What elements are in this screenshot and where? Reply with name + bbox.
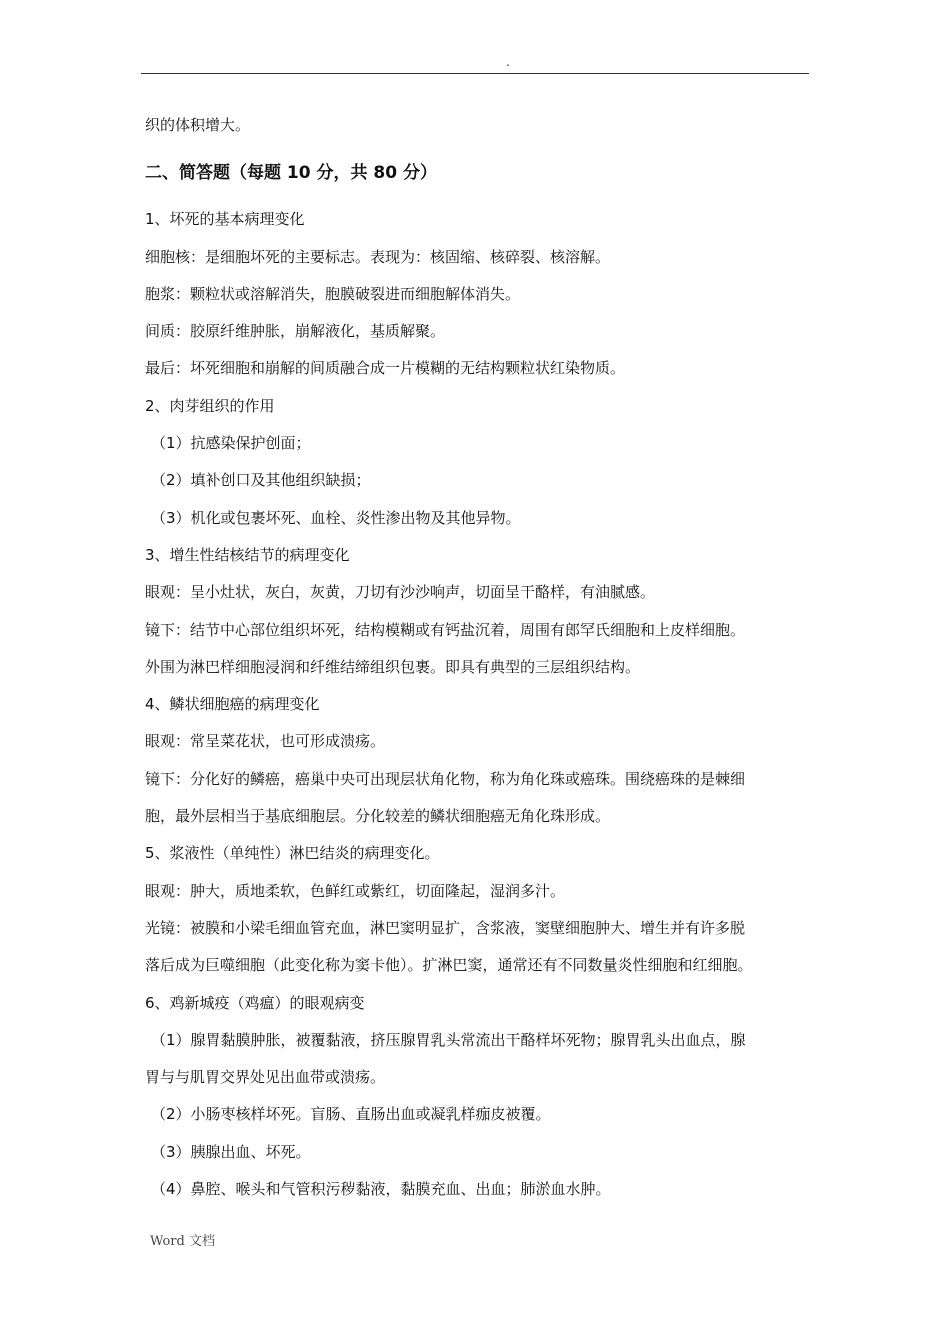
answer-line: 胞浆：颗粒状或溶解消失，胞膜破裂进而细胞解体消失。 xyxy=(145,284,521,303)
answer-line: 镜下：分化好的鳞癌，癌巢中央可出现层状角化物，称为角化珠或癌珠。围绕癌珠的是棘细 xyxy=(145,769,746,788)
list-item: （4）鼻腔、喉头和气管积污秽黏液，黏膜充血、出血；肺淤血水肿。 xyxy=(151,1180,611,1199)
list-item: （3）机化或包裹坏死、血栓、炎性渗出物及其他异物。 xyxy=(151,508,521,527)
answer-line: 落后成为巨噬细胞（此变化称为窦卡他）。扩淋巴窦，通常还有不同数量炎性细胞和红细胞。 xyxy=(145,956,753,975)
answer-line: 眼观：肿大，质地柔软，色鲜红或紫红，切面隆起，湿润多汁。 xyxy=(145,881,566,900)
answer-line: 镜下：结节中心部位组织坏死，结构模糊或有钙盐沉着，周围有郎罕氏细胞和上皮样细胞。 xyxy=(145,620,746,639)
answer-line: 光镜：被膜和小梁毛细血管充血，淋巴窦明显扩，含浆液，窦壁细胞肿大、增生并有许多脱 xyxy=(145,918,746,937)
question-title: 5、浆液性（单纯性）淋巴结炎的病理变化。 xyxy=(145,844,440,863)
answer-line: 眼观：呈小灶状，灰白，灰黄，刀切有沙沙响声，切面呈干酪样，有油腻感。 xyxy=(145,583,656,602)
answer-line: 眼观：常呈菜花状，也可形成溃疡。 xyxy=(145,732,386,751)
answer-line: 细胞核：是细胞坏死的主要标志。表现为：核固缩、核碎裂、核溶解。 xyxy=(145,247,611,266)
footer-label: Word 文档 xyxy=(150,1234,215,1249)
answer-line: 间质：胶原纤维肿胀，崩解液化，基质解聚。 xyxy=(145,322,446,341)
section-heading: 二、简答题（每题 10 分，共 80 分） xyxy=(145,163,437,184)
answer-line: 胃与与肌胃交界处见出血带或溃疡。 xyxy=(145,1068,386,1087)
answer-line: 外围为淋巴样细胞浸润和纤维结缔组织包裹。即具有典型的三层组织结构。 xyxy=(145,657,641,676)
answer-line: 最后：坏死细胞和崩解的间质融合成一片模糊的无结构颗粒状红染物质。 xyxy=(145,359,626,378)
list-item: （1）抗感染保护创面； xyxy=(151,434,311,453)
list-item: （1）腺胃黏膜肿胀，被覆黏液，挤压腺胃乳头常流出干酪样坏死物；腺胃乳头出血点，腺 xyxy=(151,1030,746,1049)
list-item: （3）胰腺出血、坏死。 xyxy=(151,1142,311,1161)
question-title: 4、鳞状细胞癌的病理变化 xyxy=(145,695,320,714)
header-mark: . xyxy=(506,55,510,69)
question-title: 2、肉芽组织的作用 xyxy=(145,396,275,415)
header-rule xyxy=(141,73,809,74)
answer-line: 胞，最外层相当于基底细胞层。分化较差的鳞状细胞癌无角化珠形成。 xyxy=(145,807,611,826)
question-title: 1、坏死的基本病理变化 xyxy=(145,210,305,229)
document-body xyxy=(145,107,825,1208)
question-title: 3、增生性结核结节的病理变化 xyxy=(145,545,350,564)
list-item: （2）小肠枣核样坏死。盲肠、直肠出血或凝乳样痂皮被覆。 xyxy=(151,1105,551,1124)
list-item: （2）填补创口及其他组织缺损； xyxy=(151,471,371,490)
paragraph-continuation: 织的体积增大。 xyxy=(145,116,251,134)
question-title: 6、鸡新城疫（鸡瘟）的眼观病变 xyxy=(145,993,365,1012)
